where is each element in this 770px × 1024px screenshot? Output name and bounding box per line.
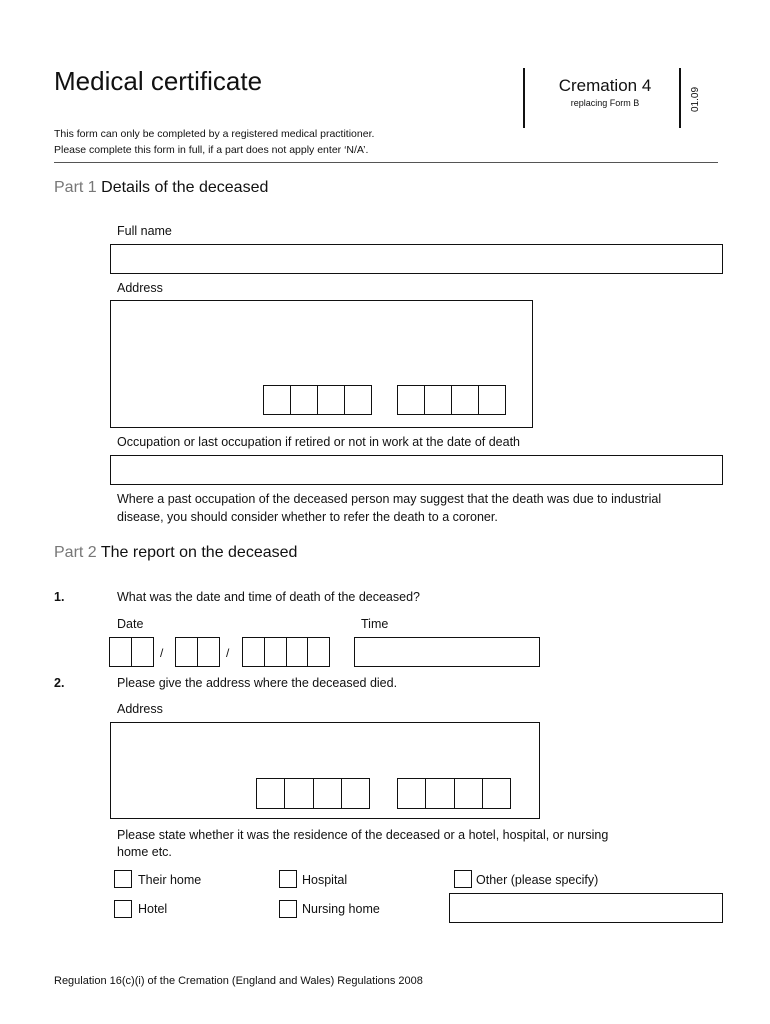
date-separator: / bbox=[226, 646, 230, 660]
intro-line-1: This form can only be completed by a registered medical practitioner. bbox=[54, 128, 375, 140]
hospital-checkbox[interactable] bbox=[279, 870, 297, 888]
other-label: Other (please specify) bbox=[476, 873, 599, 887]
postcode-cell[interactable] bbox=[483, 779, 510, 808]
part2-title: The report on the deceased bbox=[100, 544, 298, 561]
question-1-number: 1. bbox=[54, 590, 65, 604]
part2-heading bbox=[54, 544, 297, 562]
their-home-checkbox[interactable] bbox=[114, 870, 132, 888]
residence-question-line-1: Please state whether it was the residence of the deceased or a hotel, hospital, or nursing bbox=[117, 828, 609, 842]
postcode-part2-field[interactable] bbox=[397, 385, 506, 415]
date-cell[interactable] bbox=[110, 638, 132, 666]
full-name-field[interactable] bbox=[110, 244, 723, 274]
part2-number: Part 2 bbox=[54, 544, 97, 561]
postcode-cell[interactable] bbox=[291, 386, 318, 414]
question-2-text: Please give the address where the deceased died. bbox=[117, 676, 398, 690]
intro-line-2: Please complete this form in full, if a part does not apply enter ‘N/A’. bbox=[54, 144, 369, 156]
header-rule bbox=[54, 162, 718, 163]
occupation-note-line-1: Where a past occupation of the deceased person may suggest that the death was due to industrial bbox=[117, 492, 662, 506]
death-postcode-part2-field[interactable] bbox=[397, 778, 511, 809]
header-divider-left bbox=[523, 68, 525, 128]
postcode-cell[interactable] bbox=[264, 386, 291, 414]
time-label: Time bbox=[361, 617, 389, 631]
address-label: Address bbox=[117, 281, 163, 295]
date-cell[interactable] bbox=[265, 638, 287, 666]
other-specify-field[interactable] bbox=[449, 893, 723, 923]
date-year-field[interactable] bbox=[242, 637, 330, 667]
part1-title: Details of the deceased bbox=[101, 179, 269, 196]
date-label: Date bbox=[117, 617, 144, 631]
date-cell[interactable] bbox=[198, 638, 219, 666]
residence-question-line-2: home etc. bbox=[117, 845, 172, 859]
death-address-label: Address bbox=[117, 702, 163, 716]
hotel-label: Hotel bbox=[138, 902, 168, 916]
part1-heading bbox=[54, 179, 268, 197]
postcode-cell[interactable] bbox=[345, 386, 371, 414]
postcode-cell[interactable] bbox=[425, 386, 452, 414]
date-day-field[interactable] bbox=[109, 637, 154, 667]
postcode-cell[interactable] bbox=[455, 779, 483, 808]
part1-number: Part 1 bbox=[54, 179, 97, 196]
postcode-cell[interactable] bbox=[479, 386, 505, 414]
date-cell[interactable] bbox=[243, 638, 265, 666]
date-separator: / bbox=[160, 646, 164, 660]
date-cell[interactable] bbox=[287, 638, 309, 666]
hospital-label: Hospital bbox=[302, 873, 348, 887]
occupation-label: Occupation or last occupation if retired or not in work at the date of death bbox=[117, 435, 521, 449]
postcode-cell[interactable] bbox=[398, 386, 425, 414]
form-id: Cremation 4 bbox=[558, 76, 652, 95]
death-postcode-part1-field[interactable] bbox=[256, 778, 370, 809]
postcode-cell[interactable] bbox=[452, 386, 479, 414]
postcode-cell[interactable] bbox=[318, 386, 345, 414]
postcode-cell[interactable] bbox=[342, 779, 369, 808]
postcode-cell[interactable] bbox=[285, 779, 313, 808]
postcode-cell[interactable] bbox=[314, 779, 342, 808]
form-version: 01.09 bbox=[690, 86, 701, 112]
postcode-cell[interactable] bbox=[398, 779, 426, 808]
question-2-number: 2. bbox=[54, 676, 65, 690]
header-divider-right bbox=[679, 68, 681, 128]
date-month-field[interactable] bbox=[175, 637, 220, 667]
form-replaces: replacing Form B bbox=[570, 98, 640, 108]
occupation-field[interactable] bbox=[110, 455, 723, 485]
nursing-home-checkbox[interactable] bbox=[279, 900, 297, 918]
time-field[interactable] bbox=[354, 637, 540, 667]
date-cell[interactable] bbox=[308, 638, 329, 666]
occupation-note-line-2: disease, you should consider whether to refer the death to a coroner. bbox=[117, 510, 498, 524]
page-title: Medical certificate bbox=[54, 66, 263, 96]
postcode-cell[interactable] bbox=[426, 779, 454, 808]
nursing-home-label: Nursing home bbox=[302, 902, 380, 916]
date-cell[interactable] bbox=[132, 638, 153, 666]
full-name-label: Full name bbox=[117, 224, 172, 238]
other-checkbox[interactable] bbox=[454, 870, 472, 888]
hotel-checkbox[interactable] bbox=[114, 900, 132, 918]
question-1-text: What was the date and time of death of the deceased? bbox=[117, 590, 420, 604]
postcode-cell[interactable] bbox=[257, 779, 285, 808]
regulation-footer: Regulation 16(c)(i) of the Cremation (England and Wales) Regulations 2008 bbox=[54, 975, 423, 987]
postcode-part1-field[interactable] bbox=[263, 385, 372, 415]
their-home-label: Their home bbox=[138, 873, 202, 887]
date-cell[interactable] bbox=[176, 638, 198, 666]
